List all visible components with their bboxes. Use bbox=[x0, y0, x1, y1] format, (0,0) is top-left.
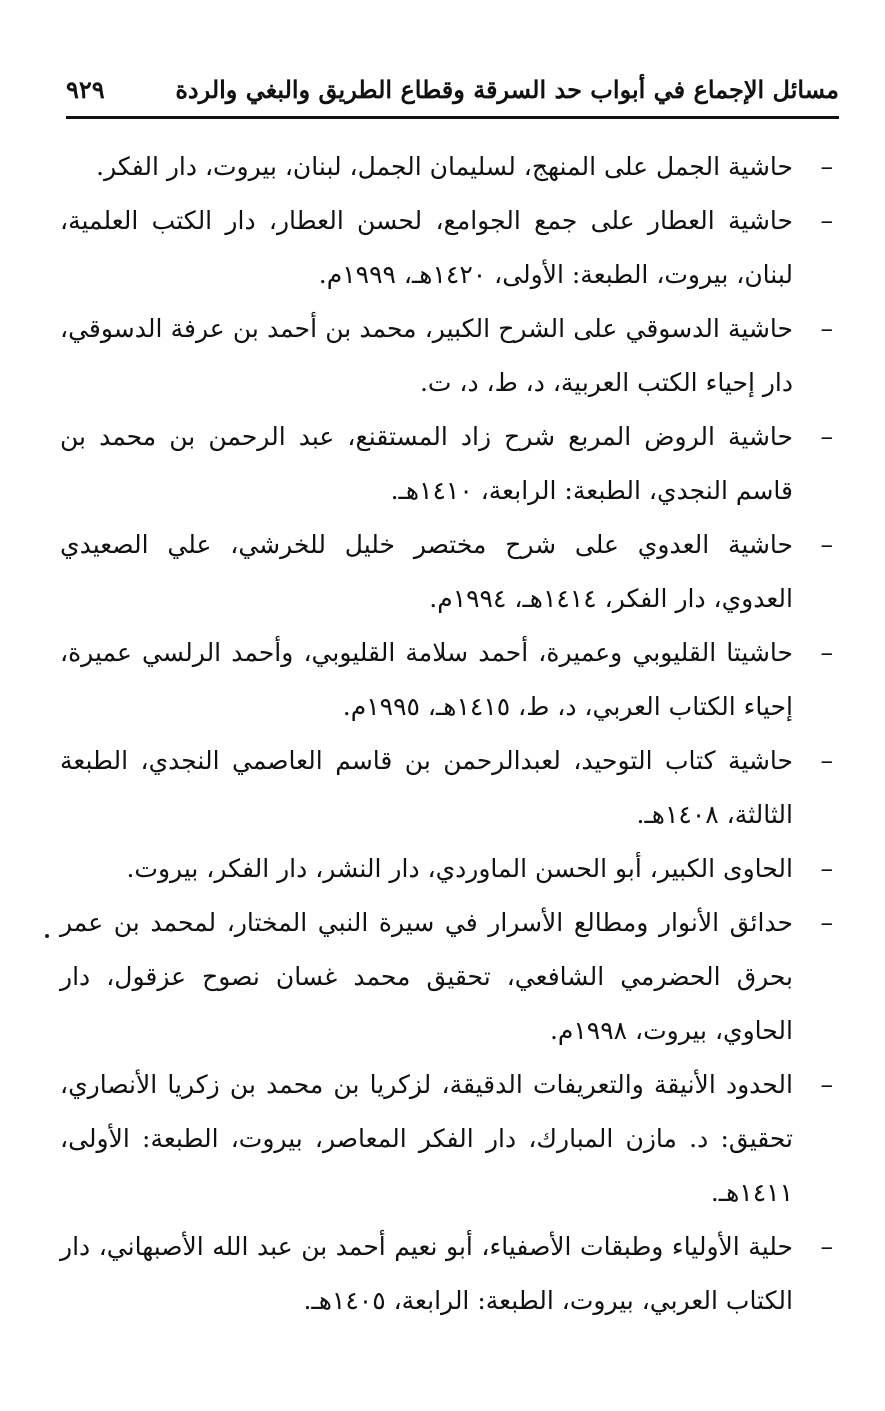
entry-text: حاشية الدسوقي على الشرح الكبير، محمد بن أحمد بن عرفة الدسوقي، دار إحياء الكتب العربية، د، ط، د، ت. bbox=[60, 314, 793, 397]
bibliography-entry bbox=[60, 302, 839, 410]
entry-dash: – bbox=[820, 638, 833, 667]
entry-dash: – bbox=[820, 854, 833, 883]
bibliography-entry bbox=[60, 1058, 839, 1220]
bibliography-entry bbox=[60, 518, 839, 626]
page-number: ٩٢٩ bbox=[66, 74, 105, 104]
bibliography-entry bbox=[60, 626, 839, 734]
bibliography-entry bbox=[60, 140, 839, 194]
bibliography-entry bbox=[60, 734, 839, 842]
entry-dash: – bbox=[820, 314, 833, 343]
running-header-title: مسائل الإجماع في أبواب حد السرقة وقطاع الطريق والبغي والردة bbox=[175, 74, 839, 104]
entry-dash: – bbox=[820, 530, 833, 559]
bibliography-entry bbox=[60, 1220, 839, 1328]
entry-text: حاشية الجمل على المنهج، لسليمان الجمل، لبنان، بيروت، دار الفكر. bbox=[96, 152, 793, 181]
header-divider bbox=[66, 116, 839, 119]
entry-dash: – bbox=[820, 206, 833, 235]
bibliography-entry bbox=[60, 194, 839, 302]
entry-dash: – bbox=[820, 746, 833, 775]
bibliography-list bbox=[60, 140, 839, 1328]
bibliography-entry bbox=[60, 842, 839, 896]
print-speck bbox=[45, 934, 49, 938]
running-header bbox=[66, 66, 839, 112]
entry-text: حاشية كتاب التوحيد، لعبدالرحمن بن قاسم العاصمي النجدي، الطبعة الثالثة، ١٤٠٨هـ. bbox=[60, 746, 793, 829]
entry-text: حاشيتا القليوبي وعميرة، أحمد سلامة القليوبي، وأحمد الرلسي عميرة، إحياء الكتاب العربي، د، ط، ١٤١٥هـ، ١٩٩٥م. bbox=[60, 638, 793, 721]
bibliography-entry bbox=[60, 410, 839, 518]
entry-text: حلية الأولياء وطبقات الأصفياء، أبو نعيم أحمد بن عبد الله الأصبهاني، دار الكتاب العربي، بيروت، الطبعة: الرابعة، ١٤٠٥هـ. bbox=[60, 1232, 793, 1315]
entry-text: حاشية العدوي على شرح مختصر خليل للخرشي، علي الصعيدي العدوي، دار الفكر، ١٤١٤هـ، ١٩٩٤م. bbox=[60, 530, 793, 613]
entry-text: حاشية الروض المربع شرح زاد المستقنع، عبد الرحمن بن محمد بن قاسم النجدي، الطبعة: الرابعة، ١٤١٠هـ. bbox=[60, 422, 793, 505]
entry-dash: – bbox=[820, 1070, 833, 1099]
entry-text: حاشية العطار على جمع الجوامع، لحسن العطار، دار الكتب العلمية، لبنان، بيروت، الطبعة: الأولى، ١٤٢٠هـ، ١٩٩٩م. bbox=[60, 206, 793, 289]
entry-dash: – bbox=[820, 1232, 833, 1261]
entry-text: الحاوى الكبير، أبو الحسن الماوردي، دار النشر، دار الفكر، بيروت. bbox=[126, 854, 793, 883]
entry-text: حدائق الأنوار ومطالع الأسرار في سيرة النبي المختار، لمحمد بن عمر بحرق الحضرمي الشافعي، تحقيق محمد غسان نصوح عزقول، دار الحاوي، بيروت، ١٩٩٨م. bbox=[60, 908, 793, 1045]
entry-dash: – bbox=[820, 908, 833, 937]
entry-dash: – bbox=[820, 422, 833, 451]
bibliography-entry bbox=[60, 896, 839, 1058]
entry-dash: – bbox=[820, 152, 833, 181]
entry-text: الحدود الأنيقة والتعريفات الدقيقة، لزكريا بن محمد بن زكريا الأنصاري، تحقيق: د. مازن المبارك، دار الفكر المعاصر، بيروت، الطبعة: الأولى، ١٤١١هـ. bbox=[60, 1070, 793, 1207]
